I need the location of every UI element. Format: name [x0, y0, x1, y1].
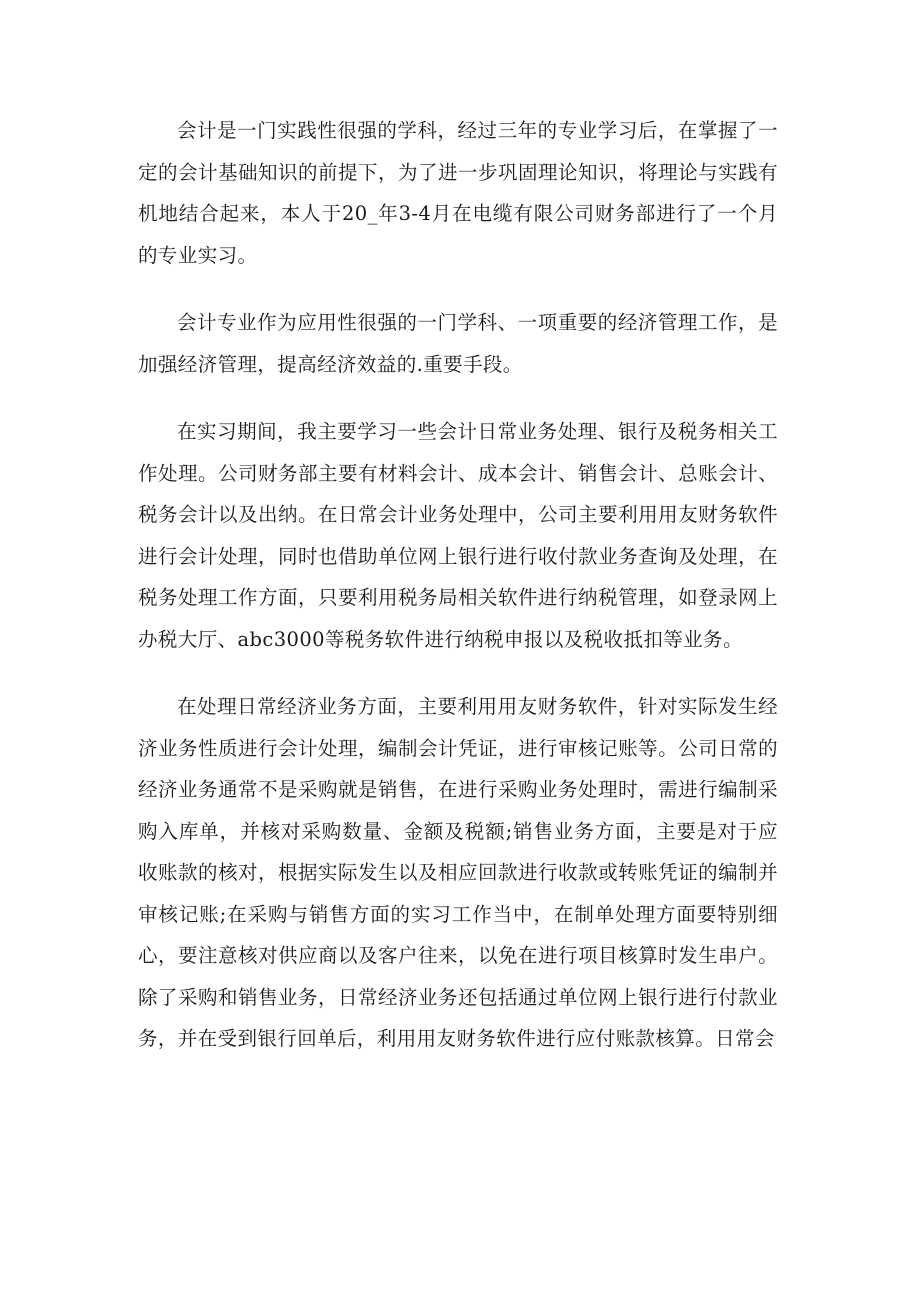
paragraph-1: 会计是一门实践性很强的学科，经过三年的专业学习后，在掌握了一定的会计基础知识的前提下，为了进一步巩固理论知识，将理论与实践有机地结合起来，本人于20_年3-4月在电缆有限公司财务部进行了一个月的专业实习。	[138, 119, 778, 267]
paragraph-4: 在处理日常经济业务方面，主要利用用友财务软件，针对实际发生经济业务性质进行会计处理，编制会计凭证，进行审核记账等。公司日常的经济业务通常不是采购就是销售，在进行采购业务处理时，需进行编制采购入库单，并核对采购数量、金额及税额;销售业务方面，主要是对于应收账款的核对，根据实际发生以及相应回款进行收款或转账凭证的编制并审核记账;在采购与销售方面的实习工作当中，在制单处理方面要特别细心，要注意核对供应商以及客户往来，以免在进行项目核算时发生串户。除了采购和销售业务，日常经济业务还包括通过单位网上银行进行付款业务，并在受到银行回单后，利用用友财务软件进行应付账款核算。日常会	[138, 695, 778, 1050]
paragraph-2: 会计专业作为应用性很强的一门学科、一项重要的经济管理工作，是加强经济管理，提高经济效益的.重要手段。	[138, 311, 778, 376]
document-body	[138, 110, 778, 1086]
paragraph-3: 在实习期间，我主要学习一些会计日常业务处理、银行及税务相关工作处理。公司财务部主要有材料会计、成本会计、销售会计、总账会计、税务会计以及出纳。在日常会计业务处理中，公司主要利用用友财务软件进行会计处理，同时也借助单位网上银行进行收付款业务查询及处理，在税务处理工作方面，只要利用税务局相关软件进行纳税管理，如登录网上办税大厅、abc3000等税务软件进行纳税申报以及税收抵扣等业务。	[138, 420, 778, 651]
